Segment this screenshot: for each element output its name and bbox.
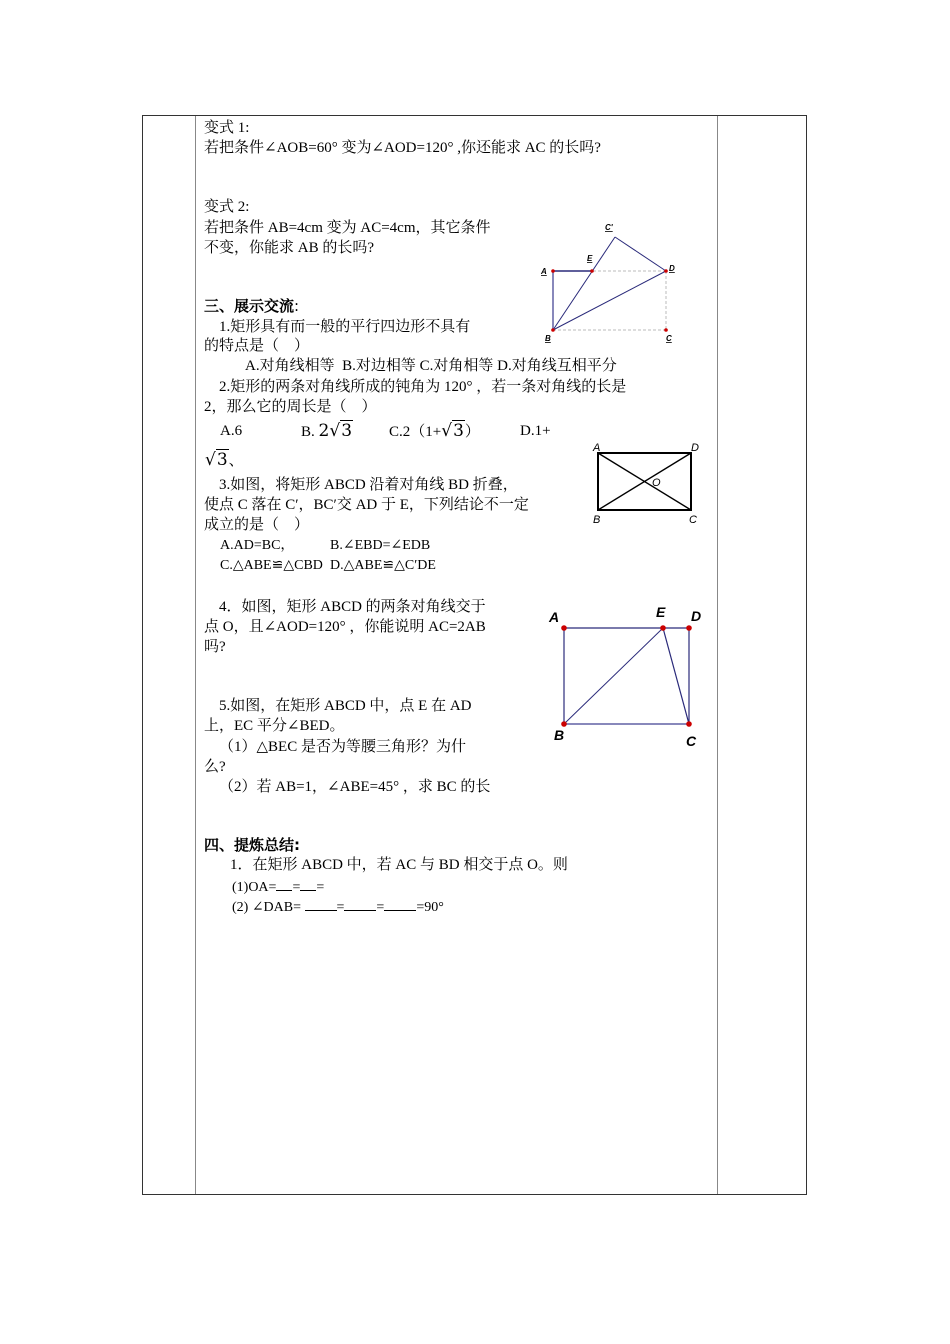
section3-heading: 三、展示交流: xyxy=(204,297,300,315)
label-e: E xyxy=(587,254,593,263)
variant2-line2: 不变，你能求 AB 的长吗? xyxy=(204,240,374,256)
label-a: A xyxy=(549,609,560,625)
column-divider-right xyxy=(717,116,718,1194)
q3-line2: 使点 C 落在 C′，BC′交 AD 于 E，下列结论不一定 xyxy=(204,497,529,513)
label-e: E xyxy=(656,604,666,620)
blank-3[interactable] xyxy=(305,896,337,911)
q3-option-b: B.∠EBD=∠EDB xyxy=(330,538,431,553)
q4-line2: 点 O，且∠AOD=120° ，你能说明 AC=2AB xyxy=(204,619,486,635)
label-c: C xyxy=(689,514,697,526)
q5-sub1-line2: 么? xyxy=(204,759,226,775)
q3-option-c: C.△ABE≌△CBD xyxy=(220,558,323,573)
label-b: B xyxy=(593,514,601,526)
column-divider-left xyxy=(195,116,196,1194)
q1-line2: 的特点是（ ） xyxy=(204,338,310,354)
label-d: D xyxy=(691,608,702,624)
blank-5[interactable] xyxy=(384,896,416,911)
label-d: D xyxy=(669,264,675,273)
blank-4[interactable] xyxy=(344,896,376,911)
label-c: C xyxy=(686,733,697,749)
q3-option-d: D.△ABE≌△C′DE xyxy=(330,558,436,573)
q1-option-d: D.对角线互相平分 xyxy=(497,358,617,374)
label-c-prime: C' xyxy=(605,223,613,232)
variant1-question: 若把条件∠AOB=60° 变为∠AOD=120° ,你还能求 AC 的长吗? xyxy=(204,140,601,156)
q2-option-c: C.2（1+√3） xyxy=(389,421,480,441)
variant2-title: 变式 2: xyxy=(204,199,250,215)
label-b: B xyxy=(554,727,565,743)
q2-option-a: A.6 xyxy=(220,423,243,439)
q1-option-b: B.对边相等 xyxy=(342,358,416,374)
q3-option-a: A.AD=BC， xyxy=(220,538,295,553)
q1-option-a: A.对角线相等 xyxy=(245,358,335,374)
label-a: A xyxy=(593,442,601,454)
q2-option-d: D.1+ xyxy=(520,423,551,439)
label-a: A xyxy=(541,267,547,276)
label-d: D xyxy=(691,442,699,454)
q2-option-d-cont: √3、 xyxy=(205,450,244,470)
fold-diagram xyxy=(535,220,685,345)
q4-line1: 4．如图，矩形 ABCD 的两条对角线交于 xyxy=(219,599,486,615)
q3-line1: 3.如图，将矩形 ABCD 沿着对角线 BD 折叠， xyxy=(219,477,518,493)
section4-q1: 1．在矩形 ABCD 中，若 AC 与 BD 相交于点 O。则 xyxy=(230,857,568,873)
blank-2[interactable] xyxy=(300,876,316,891)
q1-option-c: C.对角相等 xyxy=(419,358,494,374)
q1-line1: 1.矩形具有而一般的平行四边形不具有 xyxy=(219,319,471,335)
rectangle-e-diagram xyxy=(545,600,715,750)
section4-heading: 四、提炼总结: xyxy=(204,836,300,854)
q1-options xyxy=(245,356,617,376)
variant2-line1: 若把条件 AB=4cm 变为 AC=4cm，其它条件 xyxy=(204,220,491,236)
q4-line3: 吗? xyxy=(204,639,226,655)
variant1-title: 变式 1: xyxy=(204,120,250,136)
q2-line1: 2.矩形的两条对角线所成的钝角为 120° ，若一条对角线的长是 xyxy=(219,379,627,395)
section4-item2: (2) ∠DAB= = = =90° xyxy=(232,896,444,918)
q2-option-b: B. 2√3 xyxy=(301,421,353,441)
label-o: O xyxy=(652,477,661,489)
blank-1[interactable] xyxy=(276,876,292,891)
q5-sub1-line1: （1）△BEC 是否为等腰三角形？为什 xyxy=(219,739,466,755)
q3-line3: 成立的是（ ） xyxy=(204,517,310,533)
label-c: C xyxy=(666,334,672,343)
label-b: B xyxy=(545,334,551,343)
q5-line2: 上，EC 平分∠BED。 xyxy=(204,718,345,734)
rectangle-diagonals-diagram xyxy=(585,438,715,530)
q5-sub2: （2）若 AB=1，∠ABE=45° ，求 BC 的长 xyxy=(219,779,491,795)
q5-line1: 5.如图，在矩形 ABCD 中，点 E 在 AD xyxy=(219,698,472,714)
q2-line2: 2，那么它的周长是（ ） xyxy=(204,399,377,415)
section4-item1: (1)OA= = = xyxy=(232,876,324,898)
